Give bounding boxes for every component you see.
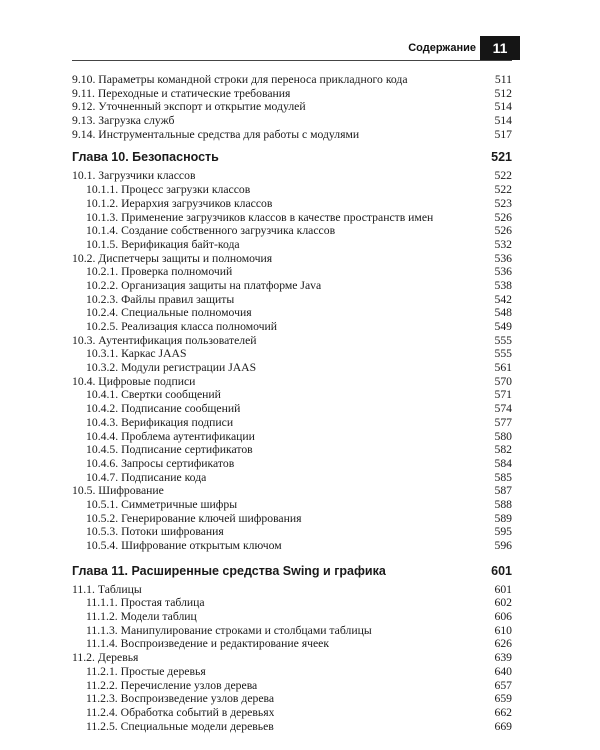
toc-entry bbox=[72, 279, 512, 293]
toc-entry-page: 514 bbox=[494, 100, 512, 114]
toc-entry-title: 11.2.5. Специальные модели деревьев bbox=[86, 719, 274, 733]
toc-entry bbox=[72, 211, 512, 225]
chapter-page: 521 bbox=[491, 150, 512, 165]
toc-entry-title: 11.2.3. Воспроизведение узлов дерева bbox=[86, 692, 275, 706]
chapter-10-heading bbox=[72, 149, 512, 165]
toc-entry bbox=[72, 183, 512, 197]
toc-entry-page: 601 bbox=[494, 582, 512, 596]
toc-entry-title: 10.3.1. Каркас JAAS bbox=[86, 347, 187, 361]
toc-entry-page: 657 bbox=[494, 678, 512, 692]
toc-entry-title: 10.3. Аутентификация пользователей bbox=[72, 333, 257, 347]
toc-entry-page: 585 bbox=[494, 470, 512, 484]
toc-entry-title: 9.10. Параметры командной строки для переноса прикладного кода bbox=[72, 73, 408, 86]
toc-entry-title: 11.1.1. Простая таблица bbox=[86, 596, 205, 610]
toc-entry bbox=[72, 457, 512, 471]
toc-entry-page: 659 bbox=[494, 692, 512, 706]
toc-entry-title: 10.1.5. Верификация байт-кода bbox=[86, 237, 240, 251]
toc-entry-title: 10.4.1. Свертки сообщений bbox=[86, 388, 221, 402]
toc-entry bbox=[72, 169, 512, 183]
toc-entry bbox=[72, 498, 512, 512]
toc-entry-title: 10.2.1. Проверка полномочий bbox=[86, 265, 233, 279]
toc-entry-page: 536 bbox=[494, 251, 512, 265]
toc-entry-page: 526 bbox=[494, 210, 512, 224]
toc-entry-page: 574 bbox=[494, 402, 512, 416]
toc-entry bbox=[72, 665, 512, 679]
toc-entry-page: 595 bbox=[494, 525, 512, 539]
chapter-title: Глава 11. Расширенные средства Swing и графика bbox=[72, 563, 386, 578]
toc-entry-title: 11.1.3. Манипулирование строками и столбцами таблицы bbox=[86, 623, 372, 637]
toc-entry bbox=[72, 224, 512, 238]
toc-entry-page: 517 bbox=[494, 127, 512, 141]
toc-entry bbox=[72, 416, 512, 430]
toc-entry-page: 589 bbox=[494, 511, 512, 525]
toc-entry-title: 10.1.4. Создание собственного загрузчика классов bbox=[86, 224, 336, 238]
toc-entry-page: 584 bbox=[494, 456, 512, 470]
toc-entry-page: 626 bbox=[494, 637, 512, 651]
toc-entry-title: 9.13. Загрузка служб bbox=[72, 114, 175, 128]
toc-entry bbox=[72, 388, 512, 402]
toc-entry-page: 522 bbox=[494, 169, 512, 183]
toc-entry-page: 555 bbox=[494, 333, 512, 347]
toc-entry bbox=[72, 484, 512, 498]
toc-entry-page: 512 bbox=[494, 86, 512, 100]
toc-entry-page: 640 bbox=[494, 664, 512, 678]
toc-entry bbox=[72, 87, 512, 101]
toc-entry-title: 10.4.3. Верификация подписи bbox=[86, 415, 234, 429]
toc-entry-title: 10.5.4. Шифрование открытым ключом bbox=[86, 539, 282, 552]
toc-entry bbox=[72, 128, 512, 142]
toc-entry-title: 10.2.2. Организация защиты на платформе Java bbox=[86, 278, 322, 292]
toc-entry bbox=[72, 320, 512, 334]
toc-entry bbox=[72, 720, 512, 734]
toc-entry-page: 561 bbox=[494, 361, 512, 375]
toc-entry-title: 10.5.3. Потоки шифрования bbox=[86, 525, 224, 539]
toc-entry-page: 523 bbox=[494, 196, 512, 210]
toc-entry-title: 9.11. Переходные и статические требования bbox=[72, 86, 291, 100]
toc-entry bbox=[72, 334, 512, 348]
toc-entry-page: 580 bbox=[494, 429, 512, 443]
toc-entry bbox=[72, 651, 512, 665]
toc-entry-page: 582 bbox=[494, 443, 512, 457]
toc-entry bbox=[72, 100, 512, 114]
toc-entry-page: 662 bbox=[494, 705, 512, 719]
toc-entry bbox=[72, 624, 512, 638]
toc-entry-page: 570 bbox=[494, 374, 512, 388]
toc-entry-page: 587 bbox=[494, 484, 512, 498]
toc-entry-title: 11.1.4. Воспроизведение и редактирование ячеек bbox=[86, 637, 330, 651]
toc-entry-title: 9.14. Инструментальные средства для работы с модулями bbox=[72, 127, 360, 141]
toc-entry bbox=[72, 471, 512, 485]
toc-entry-title: 11.2.2. Перечисление узлов дерева bbox=[86, 678, 258, 692]
toc-entry bbox=[72, 361, 512, 375]
table-of-contents bbox=[72, 73, 512, 733]
toc-entry bbox=[72, 679, 512, 693]
toc-entry-title: 10.2.5. Реализация класса полномочий bbox=[86, 320, 278, 333]
toc-entry bbox=[72, 114, 512, 128]
toc-entry bbox=[72, 375, 512, 389]
toc-entry bbox=[72, 293, 512, 307]
toc-entry-page: 610 bbox=[494, 623, 512, 637]
toc-entry-page: 526 bbox=[494, 224, 512, 238]
toc-entry bbox=[72, 347, 512, 361]
toc-entry-page: 548 bbox=[494, 306, 512, 320]
toc-entry-page: 639 bbox=[494, 651, 512, 665]
toc-entry-page: 522 bbox=[494, 183, 512, 197]
toc-entry bbox=[72, 402, 512, 416]
toc-entry-title: 10.2.3. Файлы правил защиты bbox=[86, 292, 235, 306]
toc-entry-title: 11.2. Деревья bbox=[72, 651, 139, 665]
toc-entry-title: 9.12. Уточненный экспорт и открытие модулей bbox=[72, 100, 306, 114]
toc-entry-page: 606 bbox=[494, 610, 512, 624]
toc-entry-page: 538 bbox=[494, 278, 512, 292]
toc-entry-title: 10.2. Диспетчеры защиты и полномочия bbox=[72, 251, 273, 265]
toc-entry-page: 571 bbox=[494, 388, 512, 402]
toc-entry-title: 10.4.6. Запросы сертификатов bbox=[86, 456, 235, 470]
chapter-title: Глава 10. Безопасность bbox=[72, 150, 219, 165]
toc-entry-page: 511 bbox=[494, 73, 512, 86]
toc-entry-title: 10.1.1. Процесс загрузки классов bbox=[86, 183, 251, 197]
toc-entry bbox=[72, 306, 512, 320]
chapter-11-heading bbox=[72, 563, 512, 579]
toc-entry-page: 549 bbox=[494, 320, 512, 333]
toc-entry-title: 10.5.2. Генерирование ключей шифрования bbox=[86, 511, 302, 525]
toc-entry bbox=[72, 610, 512, 624]
toc-entry-page: 536 bbox=[494, 265, 512, 279]
toc-entry bbox=[72, 596, 512, 610]
section-9-entries bbox=[72, 73, 512, 141]
chapter-10-entries bbox=[72, 169, 512, 552]
toc-entry bbox=[72, 430, 512, 444]
toc-entry bbox=[72, 197, 512, 211]
toc-entry-page: 532 bbox=[494, 237, 512, 251]
toc-entry-title: 10.4.4. Проблема аутентификации bbox=[86, 429, 255, 443]
toc-entry bbox=[72, 583, 512, 597]
toc-entry-title: 11.1.2. Модели таблиц bbox=[86, 610, 197, 624]
toc-entry-title: 10.4.7. Подписание кода bbox=[86, 470, 207, 484]
toc-entry bbox=[72, 706, 512, 720]
toc-entry-page: 577 bbox=[494, 415, 512, 429]
toc-entry bbox=[72, 512, 512, 526]
toc-entry-page: 602 bbox=[494, 596, 512, 610]
toc-entry bbox=[72, 252, 512, 266]
toc-entry bbox=[72, 238, 512, 252]
toc-entry-page: 669 bbox=[494, 719, 512, 733]
toc-entry-title: 11.2.1. Простые деревья bbox=[86, 664, 206, 678]
toc-entry-title: 10.4.2. Подписание сообщений bbox=[86, 402, 241, 416]
toc-entry bbox=[72, 443, 512, 457]
toc-entry bbox=[72, 637, 512, 651]
toc-entry-title: 10.2.4. Специальные полномочия bbox=[86, 306, 252, 320]
toc-entry-title: 11.1. Таблицы bbox=[72, 582, 142, 596]
toc-entry-title: 10.4. Цифровые подписи bbox=[72, 374, 196, 388]
toc-entry-page: 596 bbox=[494, 539, 512, 552]
chapter-page: 601 bbox=[491, 563, 512, 578]
toc-entry bbox=[72, 73, 512, 87]
running-header bbox=[72, 38, 512, 61]
header-title: Содержание bbox=[408, 42, 476, 54]
toc-entry bbox=[72, 692, 512, 706]
toc-entry-title: 11.2.4. Обработка событий в деревьях bbox=[86, 705, 275, 719]
toc-entry-title: 10.1. Загрузчики классов bbox=[72, 169, 196, 183]
toc-entry-title: 10.3.2. Модули регистрации JAAS bbox=[86, 361, 257, 375]
toc-entry-title: 10.1.3. Применение загрузчиков классов в качестве пространств имен bbox=[86, 210, 434, 224]
toc-entry-title: 10.1.2. Иерархия загрузчиков классов bbox=[86, 196, 273, 210]
toc-entry bbox=[72, 265, 512, 279]
toc-entry-page: 514 bbox=[494, 114, 512, 128]
toc-entry-page: 588 bbox=[494, 497, 512, 511]
toc-entry-title: 10.4.5. Подписание сертификатов bbox=[86, 443, 253, 457]
toc-entry-title: 10.5.1. Симметричные шифры bbox=[86, 497, 238, 511]
toc-entry bbox=[72, 539, 512, 553]
toc-entry-page: 542 bbox=[494, 292, 512, 306]
toc-entry-title: 10.5. Шифрование bbox=[72, 484, 164, 498]
toc-entry bbox=[72, 525, 512, 539]
chapter-11-entries bbox=[72, 583, 512, 734]
toc-entry-page: 555 bbox=[494, 347, 512, 361]
header-page-number: 11 bbox=[480, 36, 520, 60]
